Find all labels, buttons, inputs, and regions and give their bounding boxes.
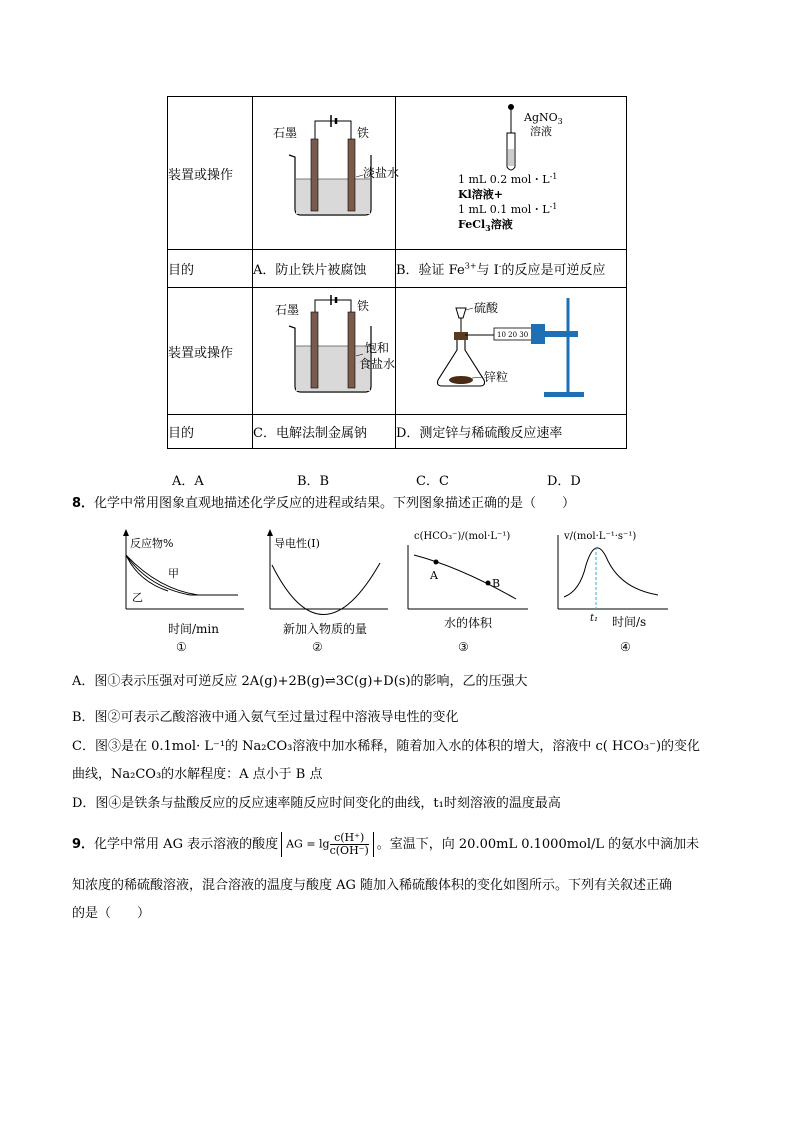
- goal-c: C．电解法制金属钠: [253, 415, 396, 449]
- q7-choice-c: C．C: [416, 474, 449, 489]
- label-graphite-c: 石墨: [275, 303, 300, 317]
- apparatus-d-drawing: [396, 288, 626, 410]
- q8-number: 8．: [72, 496, 95, 511]
- label-agno3-sub: 3: [557, 117, 563, 126]
- apparatus-b-drawing: [396, 97, 626, 245]
- svg-text:AgNO3: [523, 111, 563, 126]
- q9-ag-num: c(H⁺): [330, 832, 369, 845]
- goal-b-post: 的反应是可逆反应: [501, 263, 606, 278]
- apparatus-b: [396, 97, 627, 250]
- label-solution-a: 淡盐水: [363, 166, 400, 180]
- graph-1-svg: [118, 525, 248, 625]
- row-label-goal-1: 目的: [168, 250, 253, 288]
- graph-1: [118, 525, 248, 629]
- label-acid: 硫酸: [474, 301, 499, 315]
- svg-text:FeCl3溶液: [458, 217, 513, 233]
- goal-b-mid: 与 I: [476, 263, 499, 278]
- q8-option-d: D．图④是铁条与盐酸反应的反应速率随反应时间变化的曲线，t₁时刻溶液的温度最高: [72, 796, 561, 811]
- q7-choice-a: A．A: [172, 474, 204, 489]
- label-sol-c1: 饱和: [365, 341, 390, 355]
- q9-stem-pre: 化学中常用 AG 表示溶液的酸度: [94, 837, 279, 852]
- label-b-line2: Kl溶液+: [458, 188, 503, 201]
- g4-curve: [564, 548, 658, 597]
- q9-stem-line3: 的是（ ）: [72, 906, 151, 921]
- label-zinc: 锌粒: [484, 370, 509, 384]
- goal-a: A．防止铁片被腐蚀: [253, 250, 396, 288]
- goal-b-pre: B．验证 Fe: [396, 263, 465, 278]
- label-agno3: AgNO: [524, 111, 558, 124]
- label-b-line4-post: 溶液: [490, 218, 513, 231]
- apparatus-c: [253, 288, 396, 415]
- q9-stem-post: 。室温下，向 20.00mL 0.1000mol/L 的氨水中滴加未: [376, 837, 700, 852]
- g3-point-a: [434, 560, 439, 565]
- g3-label-a: A: [430, 569, 438, 582]
- g3-xlabel: 水的体积: [444, 616, 493, 630]
- g2-curve: [272, 563, 380, 615]
- g1-xlabel: 时间/min: [168, 622, 219, 636]
- g3-label-b: B: [492, 577, 501, 590]
- q8-stem-text: 化学中常用图象直观地描述化学反应的进程或结果。下列图象描述正确的是（ ）: [94, 496, 576, 511]
- g2-caption: ②: [312, 640, 323, 654]
- q9-stem-line2: 知浓度的稀硫酸溶液，混合溶液的温度与酸度 AG 随加入稀硫酸体积的变化如图所示。下列有关叙述正确: [72, 878, 673, 893]
- row-label-setup-1: 装置或操作: [168, 97, 253, 250]
- label-iron-a: 铁: [357, 126, 370, 140]
- goal-d: D．测定锌与稀硫酸反应速率: [396, 415, 627, 449]
- q7-choice-d: D．D: [547, 474, 581, 489]
- g3-point-b: [486, 581, 491, 586]
- q9-ag-formula: [281, 832, 374, 857]
- svg-text:1 mL 0.1 mol・L-1: [458, 202, 557, 216]
- label-b-line4-pre: FeCl: [458, 218, 486, 231]
- label-agno3-solution: 溶液: [530, 125, 552, 138]
- row-label-goal-2: 目的: [168, 415, 253, 449]
- q8-option-c-line2: 曲线，Na₂CO₃的水解程度：A 点小于 B 点: [72, 767, 323, 782]
- g1-curve-yi: [126, 555, 238, 595]
- label-b-line3: 1 mL 0.1 mol・L: [458, 203, 550, 216]
- graph-4-svg: [550, 525, 680, 625]
- q9-number: 9．: [72, 837, 95, 852]
- g4-caption: ④: [620, 640, 631, 654]
- g4-ylabel: v/(mol·L⁻¹·s⁻¹): [564, 531, 637, 542]
- goal-b-sup2: -: [498, 261, 502, 271]
- g1-caption: ①: [176, 640, 187, 654]
- g4-tick-t1: t₁: [590, 613, 599, 624]
- label-graphite-a: 石墨: [273, 126, 298, 140]
- g4-xlabel: 时间/s: [612, 615, 647, 629]
- g3-caption: ③: [458, 640, 469, 654]
- q8-option-c-line1: C．图③是在 0.1mol· L⁻¹的 Na₂CO₃溶液中加水稀释，随着加入水的体积的增大，溶液中 c( HCO₃⁻)的变化: [72, 739, 701, 754]
- g1-ylabel: 反应物%: [130, 537, 174, 550]
- q9-ag-fraction: [330, 832, 369, 857]
- label-b-line1: 1 mL 0.2 mol・L: [458, 173, 550, 186]
- label-iron-c: 铁: [357, 299, 370, 313]
- experiment-table: [167, 96, 627, 449]
- svg-text:1 mL 0.2 mol・L-1: [458, 172, 557, 186]
- apparatus-a-drawing: [253, 97, 400, 245]
- label-scale: 10 20 30: [497, 331, 529, 339]
- goal-b: [396, 250, 627, 288]
- apparatus-c-drawing: [253, 288, 395, 410]
- g1-curve-label-jia: 甲: [168, 567, 179, 580]
- q9-ag-label: AG = lg: [286, 837, 330, 851]
- g1-curve-label-yi: 乙: [132, 591, 143, 604]
- q8-option-b: B．图②可表示乙酸溶液中通入氨气至过量过程中溶液导电性的变化: [72, 710, 459, 725]
- q8-option-a: A．图①表示压强对可逆反应 2A(g)+2B(g)⇌3C(g)+D(s)的影响，乙的压强大: [72, 674, 528, 689]
- apparatus-a: [253, 97, 400, 250]
- label-sol-c2: 食盐水: [359, 357, 396, 371]
- graph-3-svg: [400, 525, 535, 625]
- q9-stem-line1: [72, 832, 699, 857]
- label-b-line1-sup: -1: [549, 172, 558, 181]
- q9-ag-den: c(OH⁻): [329, 844, 369, 857]
- graph-2-svg: [262, 525, 392, 625]
- q8-stem: [72, 494, 575, 514]
- label-b-line3-sup: -1: [549, 202, 558, 211]
- g2-xlabel: 新加入物质的量: [283, 622, 368, 636]
- q7-choice-b: B．B: [297, 474, 330, 489]
- apparatus-d: [396, 288, 627, 415]
- label-b-line4-sub: 3: [485, 223, 491, 233]
- g3-ylabel: c(HCO₃⁻)/(mol·L⁻¹): [414, 531, 511, 542]
- graph-2: [262, 525, 392, 629]
- g1-curve-jia: [126, 555, 238, 595]
- row-label-setup-2: 装置或操作: [168, 288, 253, 415]
- goal-b-sup: 3+: [464, 261, 477, 271]
- g2-ylabel: 导电性(I): [274, 537, 320, 550]
